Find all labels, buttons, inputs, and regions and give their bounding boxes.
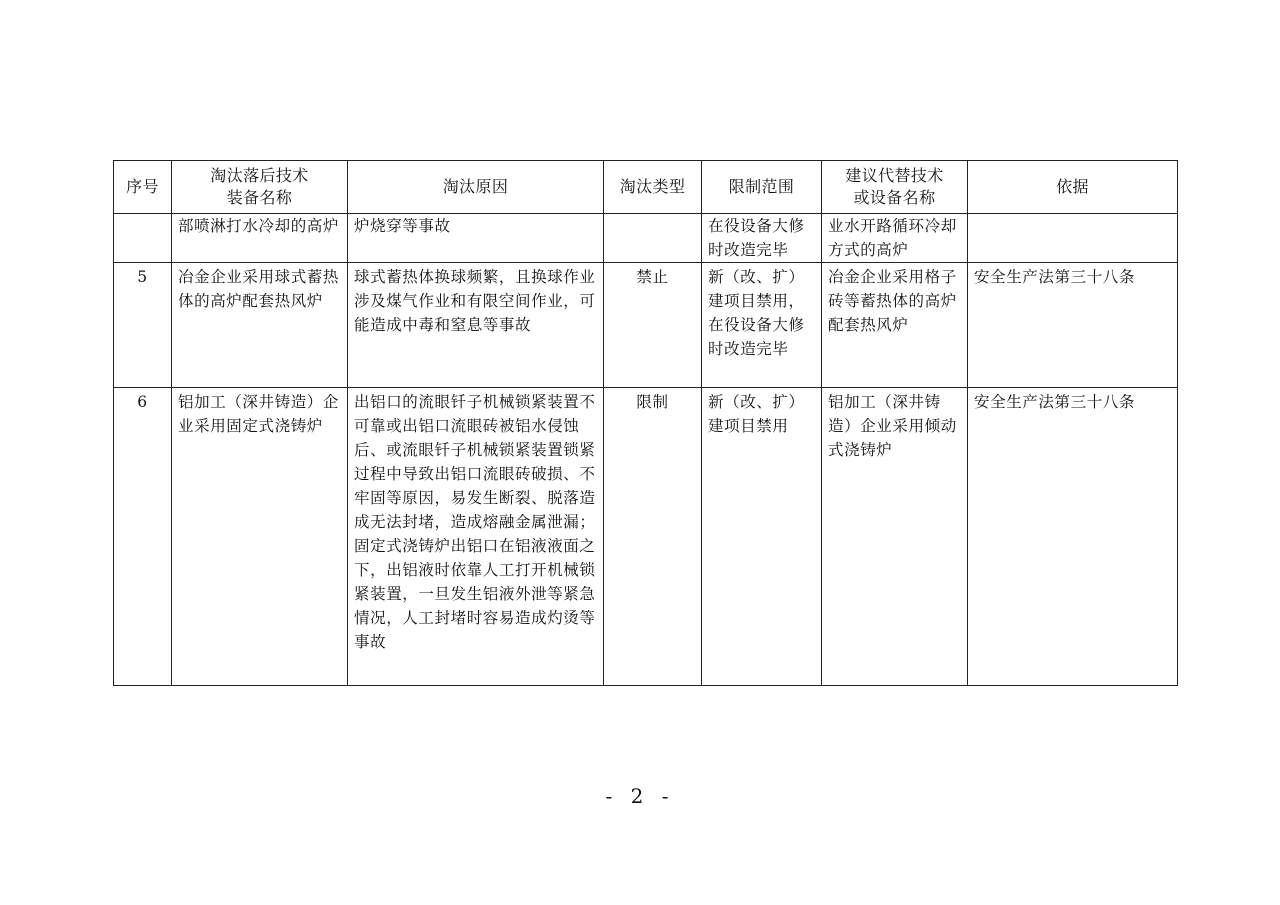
obsolete-equipment-table xyxy=(113,160,1178,686)
table-header-row xyxy=(114,161,1178,214)
cell-index: 6 xyxy=(114,388,172,686)
cell-scope: 新（改、扩）建项目禁用 xyxy=(702,388,822,686)
cell-index xyxy=(114,214,172,263)
header-reason: 淘汰原因 xyxy=(348,161,604,214)
table-row xyxy=(114,263,1178,388)
cell-reason: 炉烧穿等事故 xyxy=(348,214,604,263)
cell-equipment-name: 冶金企业采用球式蓄热体的高炉配套热风炉 xyxy=(172,263,348,388)
cell-alternative: 冶金企业采用格子砖等蓄热体的高炉配套热风炉 xyxy=(822,263,968,388)
cell-basis: 安全生产法第三十八条 xyxy=(968,263,1178,388)
cell-scope: 在役设备大修时改造完毕 xyxy=(702,214,822,263)
table-row xyxy=(114,388,1178,686)
header-equipment-name: 淘汰落后技术 装备名称 xyxy=(172,161,348,214)
cell-equipment-name: 铝加工（深井铸造）企业采用固定式浇铸炉 xyxy=(172,388,348,686)
cell-reason: 出铝口的流眼钎子机械锁紧装置不可靠或出铝口流眼砖被铝水侵蚀后、或流眼钎子机械锁紧装置锁紧过程中导致出铝口流眼砖破损、不牢固等原因，易发生断裂、脱落造成无法封堵，造成熔融金属泄漏；固定式浇铸炉出铝口在铝液液面之下，出铝液时依靠人工打开机械锁紧装置，一旦发生铝液外泄等紧急情况，人工封堵时容易造成灼烫等事故 xyxy=(348,388,604,686)
cell-reason: 球式蓄热体换球频繁，且换球作业涉及煤气作业和有限空间作业，可能造成中毒和窒息等事故 xyxy=(348,263,604,388)
cell-basis xyxy=(968,214,1178,263)
cell-equipment-name: 部喷淋打水冷却的高炉 xyxy=(172,214,348,263)
header-scope: 限制范围 xyxy=(702,161,822,214)
cell-alternative: 业水开路循环冷却方式的高炉 xyxy=(822,214,968,263)
cell-alternative: 铝加工（深井铸造）企业采用倾动式浇铸炉 xyxy=(822,388,968,686)
table-row xyxy=(114,214,1178,263)
header-alternative: 建议代替技术 或设备名称 xyxy=(822,161,968,214)
header-basis: 依据 xyxy=(968,161,1178,214)
page-number: - 2 - xyxy=(605,784,675,808)
header-type: 淘汰类型 xyxy=(604,161,702,214)
cell-type xyxy=(604,214,702,263)
cell-scope: 新（改、扩）建项目禁用，在役设备大修时改造完毕 xyxy=(702,263,822,388)
cell-basis: 安全生产法第三十八条 xyxy=(968,388,1178,686)
cell-index: 5 xyxy=(114,263,172,388)
cell-type: 限制 xyxy=(604,388,702,686)
header-index: 序号 xyxy=(114,161,172,214)
cell-type: 禁止 xyxy=(604,263,702,388)
